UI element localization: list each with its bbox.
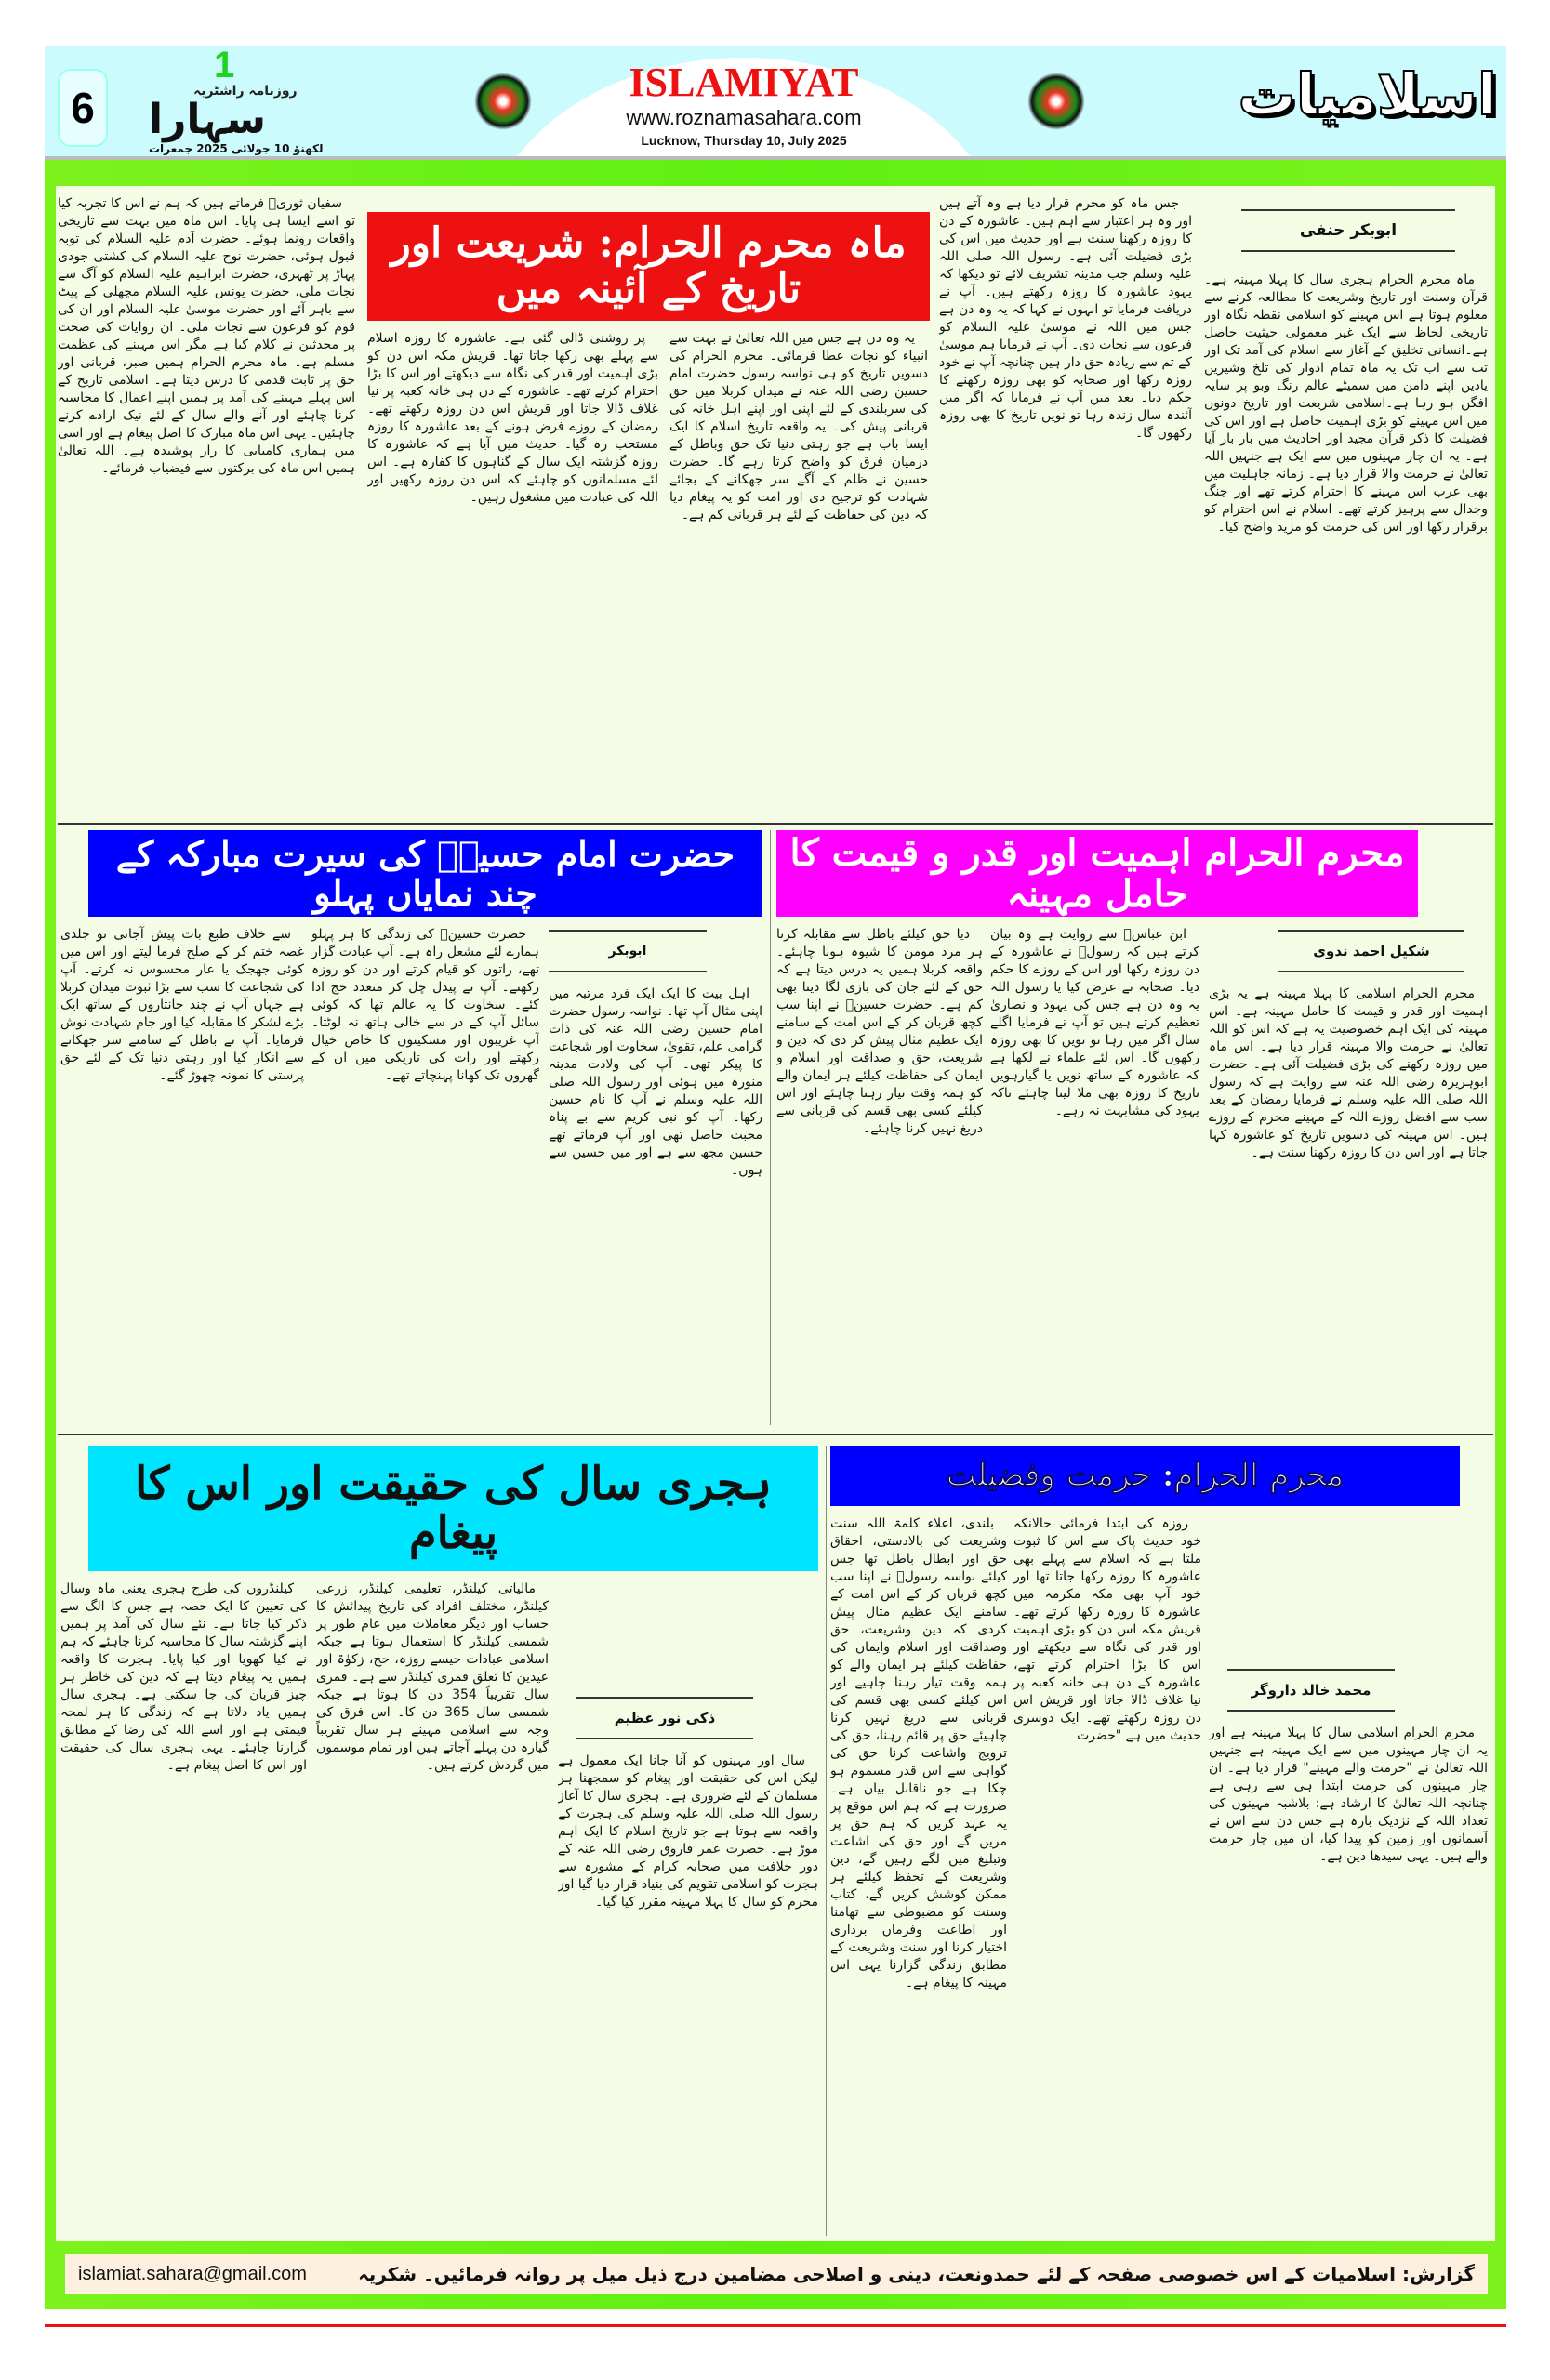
contact-email-link[interactable]: islamiat.sahara@gmail.com xyxy=(78,2264,307,2284)
article-column xyxy=(549,985,762,1424)
article-column xyxy=(60,926,304,1424)
headline-muharram-ahmiyat: محرم الحرام اہمیت اور قدر و قیمت کا حامل مہینہ xyxy=(776,830,1418,917)
section-divider xyxy=(58,823,1493,825)
paragraph: اہل بیت کا ایک ایک فرد مرتبہ میں اپنی مثال آپ تھا۔ نواسہ رسول حضرت امام حسین رضی اللہ عنہ کی ذات گرامی علم، تقویٰ، سخاوت اور شجاعت کا پیکر تھی۔ آپ کی ولادت مدینہ منورہ میں ہوئی اور رسول اللہ صلی اللہ علیہ وسلم نے آپ کا نام حسین رکھا۔ آپ کو نبی کریم سے بے پناہ محبت حاصل تھی اور آپ فرماتے تھے حسین مجھ سے ہے اور میں حسین سے ہوں۔ xyxy=(549,986,762,1178)
article-column xyxy=(669,330,928,815)
article-column xyxy=(1209,985,1488,1424)
paragraph: دیا حق کیلئے باطل سے مقابلہ کرنا ہر مرد مومن کا شیوہ ہونا چاہئے۔ واقعہ کربلا ہمیں یہ درس دیتا ہے کہ حق کے لئے جان کی بازی لگا دینا بھی کم ہے۔ حضرت حسینؓ نے اپنا سب کچھ قربان کر کے اس امت کے سامنے ایک عظیم مثال پیش کر دی کہ دین و شریعت، حق و صداقت اور اسلام و ایمان کی حفاظت کیلئے ہر ایمان والے کو ہمہ وقت تیار رہنا چاہئے اور اس کیلئے کسی بھی قسم کی قربانی سے دریغ نہیں کرنا چاہئے۔ xyxy=(776,927,983,1136)
paragraph: محرم الحرام اسلامی سال کا پہلا مہینہ ہے اور یہ ان چار مہینوں میں سے ایک مہینہ ہے جنہیں اللہ تعالیٰ نے "حرمت والے مہینے" قرار دیا ہے۔ ان چار مہینوں کی حرمت ابتدا ہی سے رہی ہے چنانچہ اللہ تعالیٰ کا ارشاد ہے: بلاشبہ مہینوں کی تعداد اللہ کے نزدیک بارہ ہے جس دن سے اس نے آسمانوں اور زمین کو پیدا کیا، ان میں چار حرمت والے ہیں۔ یہی سیدھا دین ہے۔ xyxy=(1209,1726,1488,1864)
paragraph: سال اور مہینوں کو آنا جانا ایک معمول ہے لیکن اس کی حقیقت اور پیغام کو سمجھنا ہر مسلمان کے لئے ضروری ہے۔ ہجری سال کا آغاز رسول اللہ صلی اللہ علیہ وسلم کی ہجرت کے واقعہ سے ہوتا ہے جو تاریخ اسلام کا ایک اہم موڑ ہے۔ حضرت عمر فاروق رضی اللہ عنہ کے دور خلافت میں صحابہ کرام کے مشورہ سے ہجرت کو اسلامی تقویم کی بنیاد قرار دیا گیا اور محرم کو سال کا پہلا مہینہ مقرر کیا گیا۔ xyxy=(558,1753,818,1910)
logo-date: لکھنؤ 10 جولائی 2025 جمعرات xyxy=(149,142,324,155)
article-column xyxy=(367,330,658,815)
section-title-english: ISLAMIYAT xyxy=(629,60,859,105)
paragraph: محرم الحرام اسلامی کا پہلا مہینہ ہے یہ بڑی اہمیت اور قدر و قیمت کا حامل مہینہ ہے۔ اس مہینہ کی ایک اہم خصوصیت یہ ہے کہ اس کو اللہ تعالیٰ نے حرمت والا مہینہ قرار دیا ہے۔ اس ماہ میں روزہ رکھنے کی بڑی فضیلت آئی ہے۔ حضرت ابوہریرہ رضی اللہ عنہ سے روایت ہے کہ رسول اللہ صلی اللہ علیہ وسلم نے فرمایا رمضان کے بعد سب سے افضل روزے اللہ کے مہینے محرم کے روزے ہیں۔ اس مہینہ کی دسویں تاریخ کو عاشورہ کہا جاتا ہے اور اس دن کا روزہ رکھنا سنت ہے۔ xyxy=(1209,986,1488,1160)
byline: محمد خالد داروگر xyxy=(1227,1669,1395,1712)
article-column xyxy=(60,1580,307,2236)
article-column xyxy=(311,926,539,1424)
submission-note: گزارش: اسلامیات کے اس خصوصی صفحہ کے لئے حمدونعت، دینی و اصلاحی مضامین درج ذیل میل پر روانہ فرمائیں۔ شکریہ xyxy=(358,2263,1475,2285)
article-column xyxy=(830,1515,1007,2236)
headline-hijri-saal: ہجری سال کی حقیقت اور اس کا پیغام xyxy=(88,1446,818,1571)
bottom-rule xyxy=(45,2324,1506,2327)
article-column xyxy=(558,1752,818,2236)
article-column xyxy=(939,195,1192,815)
headline-imam-hussain: حضرت امام حسینؓ کی سیرت مبارکہ کے چند نمایاں پہلو xyxy=(88,830,762,917)
website-link[interactable]: www.roznamasahara.com xyxy=(626,106,862,129)
paragraph: روزہ کی ابتدا فرمائی حالانکہ خود حدیث پاک سے اس کا ثبوت ملتا ہے کہ اسلام سے پہلے بھی عاشورہ کا روزہ رکھا جاتا تھا اور خود آپ بھی مکہ مکرمہ میں عاشورہ کا روزہ رکھا کرتے تھے۔ قریش مکہ اس دن کو بڑی اہمیت اور قدر کی نگاہ سے دیکھتے اور اس کا بڑا احترام کرتے تھے، عاشورہ کے دن ہی خانہ کعبہ پر نیا غلاف ڈالا جاتا اور قریش اس دن روزہ رکھتے تھے۔ ایک دوسری حدیث میں ہے "حضرت xyxy=(1013,1516,1201,1743)
section-divider xyxy=(58,1434,1493,1435)
paragraph: یہ وہ دن ہے جس میں اللہ تعالیٰ نے بہت سے انبیاء کو نجات عطا فرمائی۔ محرم الحرام کی دسویں تاریخ کو ہی نواسہ رسول حضرت امام حسین رضی اللہ عنہ نے میدان کربلا میں حق کی سربلندی کے لئے اپنی اور اپنے اہل خانہ کی قربانی پیش کی۔ یہ واقعہ تاریخ اسلام کا ایک ایسا باب ہے جو رہتی دنیا تک حق وباطل کے درمیان فرق کو واضح کرتا رہے گا۔ حضرت حسین نے ظلم کے آگے سر جھکانے کے بجائے شہادت کو ترجیح دی اور امت کو یہ پیغام دیا کہ دین کی حفاظت کے لئے ہر قربانی کم ہے۔ xyxy=(669,331,928,522)
submission-notice xyxy=(65,2254,1488,2294)
logo-number: 1 xyxy=(214,45,235,86)
article-column xyxy=(990,926,1199,1424)
byline: ذکی نور عظیم xyxy=(576,1697,753,1739)
page-number: 6 xyxy=(58,69,108,147)
paragraph: حضرت حسینؓ کی زندگی کا ہر پہلو ہمارے لئے مشعل راہ ہے۔ آپ عبادت گزار تھے، راتوں کو قیام کرتے اور دن کو روزہ رکھتے۔ آپ نے پیدل چل کر متعدد حج ادا کئے۔ سخاوت کا یہ عالم تھا کہ کوئی سائل آپ کے در سے خالی ہاتھ نہ لوٹتا۔ آپ غریبوں اور مسکینوں کا خاص خیال رکھتے اور رات کی تاریکی میں ان کے گھروں تک کھانا پہنچاتے تھے۔ xyxy=(311,927,539,1083)
article-column xyxy=(58,195,355,815)
logo-tagline: روزنامہ راشٹریہ xyxy=(193,84,298,99)
article-column xyxy=(1204,271,1488,815)
article-column xyxy=(776,926,983,1424)
column-divider xyxy=(770,830,771,1425)
newspaper-logo: سہارا xyxy=(149,96,266,143)
byline: شکیل احمد ندوی xyxy=(1278,930,1464,972)
paragraph: ابن عباسؓ سے روایت ہے وہ بیان کرتے ہیں کہ رسولؐ نے عاشورہ کے دن روزہ رکھا اور اس کے روزے کا حکم دیا۔ صحابہ نے عرض کیا یا رسول اللہ یہ وہ دن ہے جس کی یہود و نصاریٰ تعظیم کرتے ہیں تو آپ نے فرمایا اگلے سال اگر میں رہا تو نویں کا بھی روزہ رکھوں گا۔ اس لئے علماء نے لکھا ہے کہ عاشورہ کے ساتھ نویں یا گیارہویں تاریخ کا روزہ بھی ملا لینا چاہئے تاکہ یہود کی مشابہت نہ رہے۔ xyxy=(990,927,1199,1118)
article-column xyxy=(1209,1725,1488,2236)
section-title-urdu: اسلامیات xyxy=(1238,60,1497,128)
article-column xyxy=(1013,1515,1201,2236)
paragraph: جس ماہ کو محرم قرار دیا ہے وہ آتے ہیں اور وہ ہر اعتبار سے اہم ہیں۔ عاشورہ کے دن کا روزہ رکھنا سنت ہے اور حدیث میں اس کی بڑی فضیلت آئی ہے۔ رسول اللہ صلی اللہ علیہ وسلم جب مدینہ تشریف لائے تو دیکھا کہ یہود عاشورہ کا روزہ رکھتے ہیں۔ آپ نے دریافت فرمایا تو انہوں نے کہا کہ یہ وہ دن ہے جس میں اللہ نے موسیٰ علیہ السلام کو فرعون سے نجات دی۔ آپ نے فرمایا ہم موسیٰ کے تم سے زیادہ حق دار ہیں چنانچہ آپ نے خود روزہ رکھا اور صحابہ کو بھی روزہ رکھنے کا حکم دیا۔ بعد میں آپ نے فرمایا کہ اگر میں آئندہ سال زندہ رہا تو نویں تاریخ کا بھی روزہ رکھوں گا۔ xyxy=(939,196,1192,441)
column-divider xyxy=(826,1446,827,2236)
paragraph: کیلنڈروں کی طرح ہجری یعنی ماہ وسال کی تعیین کا ایک حصہ ہے جس کا الگ سے ذکر کیا جاتا ہے۔ نئے سال کی آمد پر ہمیں اپنے گزشتہ سال کا محاسبہ کرنا چاہئے کہ ہم نے کیا کھویا اور کیا پایا۔ ہجرت کا واقعہ ہمیں یہ پیغام دیتا ہے کہ دین کی خاطر ہر چیز قربان کی جا سکتی ہے۔ ہجری سال ہمیں یاد دلاتا ہے کہ زندگی کا ہر لمحہ قیمتی ہے اور اسے اللہ کی رضا کے مطابق گزارنا چاہئے۔ یہی ہجری سال کی حقیقت اور اس کا اصل پیغام ہے۔ xyxy=(60,1581,307,1773)
dateline: Lucknow, Thursday 10, July 2025 xyxy=(641,133,847,148)
paragraph: بلندی، اعلاء کلمۃ اللہ سنت وشریعت کی بالادستی، احقاق حق اور ابطال باطل تھا جس کیلئے نواسہ رسولؐ نے اپنا سب کچھ قربان کر کے اس امت کے سامنے ایک عظیم مثال پیش کردی کہ دین وشریعت، حق وصداقت اور اسلام وایمان کی حفاظت کیلئے ہر ایمان والے کو ہمہ وقت تیار رہنا چاہیے اور اس کیلئے کسی بھی قسم کی قربانی سے دریغ نہیں کرنا چاہیئے حق پر قائم رہنا، حق کی ترویج واشاعت کرنا حق کی گواہی سے اس قدر مسموم ہو چکا ہے جو ناقابل بیان ہے۔ ضرورت ہے کہ ہم اس موقع پر یہ عہد کریں کہ ہم حق پر مریں گے اور حق کی اشاعت وتبلیغ میں لگے رہیں گے، دین وشریعت کے تحفظ کیلئے ہر ممکن کوشش کریں گے، کتاب وسنت کو مضبوطی سے تھامنا اور اطاعت وفرماں برداری اختیار کرنا اور سنت وشریعت کے مطابق زندگی گزارنا یہی اس مہینہ کا پیغام ہے۔ xyxy=(830,1516,1007,1990)
emblem-icon-right xyxy=(1027,73,1085,130)
paragraph: سفیان ثوریؒ فرماتے ہیں کہ ہم نے اس کا تجربہ کیا تو اسے ایسا ہی پایا۔ اس ماہ میں بہت سے تاریخی واقعات رونما ہوئے۔ حضرت آدم علیہ السلام کی توبہ قبول ہوئی، حضرت نوح علیہ السلام کی کشتی جودی پہاڑ پر ٹھہری، حضرت ابراہیم علیہ السلام کو آگ سے نجات ملی، حضرت یونس علیہ السلام مچھلی کے پیٹ سے باہر آئے اور حضرت موسیٰ علیہ السلام اور ان کی قوم کو فرعون سے نجات ملی۔ ان روایات کی صحت پر محدثین نے کلام کیا ہے مگر اس مہینے کی عظمت مسلم ہے۔ ماہ محرم الحرام ہمیں صبر، قربانی اور حق پر ثابت قدمی کا درس دیتا ہے۔ اسلامی تاریخ کے اس پہلے مہینے کی آمد پر ہمیں اپنے اعمال کا محاسبہ کرنا چاہئے اور آنے والے سال کے لئے نیک ارادے کرنے چاہئیں۔ یہی اس ماہ مبارک کا اصل پیغام ہے اور اسی میں ہماری کامیابی کا راز پوشیدہ ہے۔ اللہ تعالیٰ ہمیں اس ماہ کی برکتوں سے فیضیاب فرمائے۔ xyxy=(58,196,355,476)
paragraph: پر روشنی ڈالی گئی ہے۔ عاشورہ کا روزہ اسلام سے پہلے بھی رکھا جاتا تھا۔ قریش مکہ اس دن کو بڑی اہمیت اور قدر کی نگاہ سے دیکھتے اور اس کا بڑا احترام کرتے تھے۔ عاشورہ کے دن ہی خانہ کعبہ پر نیا غلاف ڈالا جاتا اور قریش اس دن روزہ رکھتے تھے۔ رمضان کے روزے فرض ہونے کے بعد عاشورہ کا روزہ مستحب رہ گیا۔ حدیث میں آیا ہے کہ عاشورہ کا روزہ گزشتہ ایک سال کے گناہوں کا کفارہ ہے۔ اس لئے مسلمانوں کو چاہئے کہ اس دن روزہ رکھیں اور اللہ کی عبادت میں مشغول رہیں۔ xyxy=(367,331,658,505)
headline-muharram-hurmat: محرم الحرام: حرمت وفضیلت xyxy=(830,1446,1460,1506)
article-column xyxy=(316,1580,549,2236)
paragraph: سے خلاف طبع بات پیش آجاتی تو جلدی غصہ ختم کر کے صلح فرما لیتے اور اس میں کوئی جھجک یا عار محسوس نہ کرتے۔ آپ کی شجاعت کا سب سے بڑا ثبوت میدان کربلا ہے جہاں آپ نے چند جانثاروں کے ساتھ ایک بڑے لشکر کا مقابلہ کیا اور جام شہادت نوش فرمایا۔ آپ نے باطل کے سامنے سر جھکانے سے انکار کیا اور رہتی دنیا تک کے لئے حق پرستی کا نمونہ چھوڑ گئے۔ xyxy=(60,927,304,1083)
byline: ابوبکر xyxy=(549,930,707,972)
headline-muharram-shariat-tareekh: ماہ محرم الحرام: شریعت اور تاریخ کے آئینہ میں xyxy=(367,212,930,321)
paragraph: مالیاتی کیلنڈر، تعلیمی کیلنڈر، زرعی کیلنڈر، مختلف افراد کی تاریخ پیدائش کا حساب اور دیگر معاملات میں عام طور پر شمسی کیلنڈر کا استعمال ہوتا ہے جبکہ اسلامی عبادات جیسے روزہ، حج، زکوٰۃ اور عیدین کا تعلق قمری کیلنڈر سے ہے۔ قمری سال تقریباً 354 دن کا ہوتا ہے جبکہ شمسی سال 365 دن کا۔ اس فرق کی وجہ سے اسلامی مہینے ہر سال تقریباً گیارہ دن پہلے آجاتے ہیں اور تمام موسموں میں گردش کرتے ہیں۔ xyxy=(316,1581,549,1773)
byline: ابوبکر حنفی xyxy=(1241,209,1455,252)
paragraph: ماہ محرم الحرام ہجری سال کا پہلا مہینہ ہے۔قرآن وسنت اور تاریخ وشریعت کا مطالعہ کرنے سے معلوم ہوتا ہے اس مہینے کو اسلامی نقطہ نگاہ اور تاریخی لحاظ سے ایک غیر معمولی حیثیت حاصل ہے۔انسانی تخلیق کے آغاز سے اسلام کی آمد تک اور تب سے اب تک یہ ماہ تمام ادوار کی تلخ وشیریں یادیں اپنے دامن میں سمیٹے عالم رنگ وبو پر سایہ افگن ہو رہا ہے۔اسلامی شریعت اور تاریخ دونوں میں اس مہینے کو بڑی اہمیت حاصل ہے اور اس کی فضیلت کا ذکر قرآن مجید اور احادیث میں بار بار آیا ہے۔ یہ ان چار مہینوں میں سے ایک ہے جنہیں اللہ تعالیٰ نے حرمت والا قرار دیا ہے۔ زمانہ جاہلیت میں بھی عرب اس مہینے کا احترام کرتے تھے اور جنگ وجدال سے پرہیز کرتے تھے۔ اسلام نے اس احترام کو برقرار رکھا اور اس کی حرمت کو مزید واضح کیا۔ xyxy=(1204,272,1488,535)
